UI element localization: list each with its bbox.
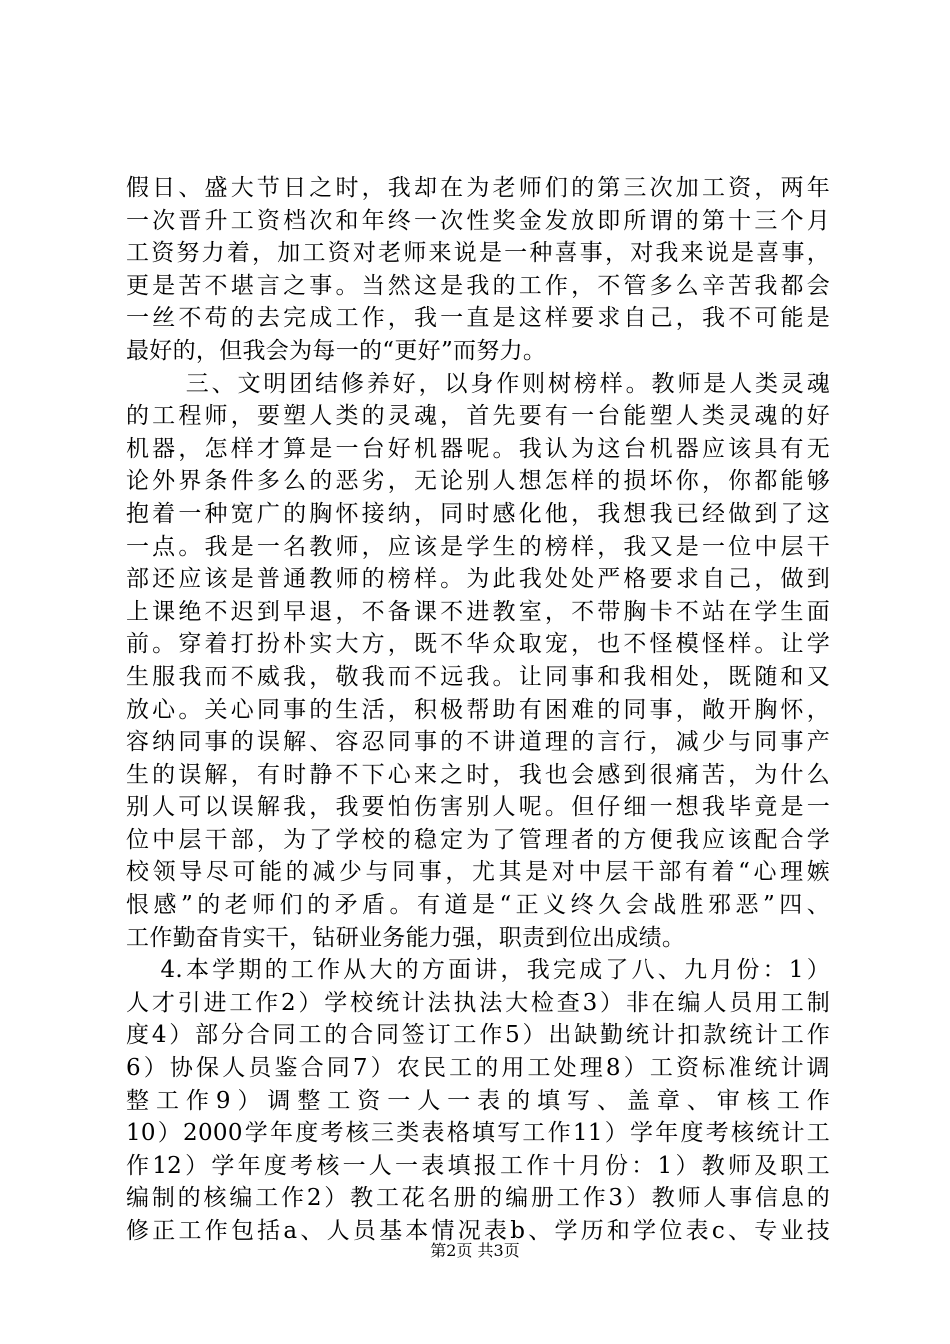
text-line: 更是苦不堪言之事。当然这是我的工作，不管多么辛苦我都会 [126,272,830,299]
text-line: 的工程师，要塑人类的灵魂，首先要有一台能塑人类灵魂的好 [126,403,830,430]
text-line: 上课绝不迟到早退，不备课不进教室，不带胸卡不站在学生面 [126,598,830,625]
text-line: 抱着一种宽广的胸怀接纳，同时感化他，我想我已经做到了这 [126,500,830,527]
text-line: 位中层干部，为了学校的稳定为了管理者的方便我应该配合学 [126,826,830,853]
text-line: 容纳同事的误解、容忍同事的不讲道理的言行，减少与同事产 [126,729,830,756]
text-line: 放心。关心同事的生活，积极帮助有困难的同事，敞开胸怀， [126,696,830,723]
text-line: 校领导尽可能的减少与同事，尤其是对中层干部有着“心理嫉 [126,859,830,886]
page-footer: 第2页 共3页 [430,1241,520,1260]
text-line: 10）2000学年度考核三类表格填写工作11）学年度考核统计工 [126,1120,830,1147]
text-line: 一次晋升工资档次和年终一次性奖金发放即所谓的第十三个月 [126,207,830,234]
body-text [126,172,830,1248]
text-line: 编制的核编工作2）教工花名册的编册工作3）教师人事信息的 [126,1185,830,1212]
text-line: 6）协保人员鉴合同7）农民工的用工处理8）工资标准统计调 [126,1055,830,1082]
text-line: 整工作9）调整工资一人一表的填写、盖章、审核工作 [126,1087,830,1114]
text-line: 别人可以误解我，我要怕伤害别人呢。但仔细一想我毕竟是一 [126,794,830,821]
text-line: 度4）部分合同工的合同签订工作5）出缺勤统计扣款统计工作 [126,1022,830,1049]
text-line: 部还应该是普通教师的榜样。为此我处处严格要求自己，做到 [126,566,830,593]
text-line: 恨感”的老师们的矛盾。有道是“正义终久会战胜邪恶”四、 [126,892,830,919]
text-line: 生的误解，有时静不下心来之时，我也会感到很痛苦，为什么 [126,761,830,788]
text-line: 作12）学年度考核一人一表填报工作十月份：1）教师及职工 [126,1152,830,1179]
text-line: 修正工作包括a、人员基本情况表b、学历和学位表c、专业技 [126,1218,830,1244]
text-line: 最好的，但我会为每一的“更好”而努力。 [126,337,547,364]
text-line: 生服我而不威我，敬我而不远我。让同事和我相处，既随和又 [126,663,830,690]
text-line: 前。穿着打扮朴实大方，既不华众取宠，也不怪模怪样。让学 [126,631,830,658]
text-line: 机器，怎样才算是一台好机器呢。我认为这台机器应该具有无 [126,435,830,462]
text-line: 假日、盛大节日之时，我却在为老师们的第三次加工资，两年 [126,175,830,201]
text-line: 人才引进工作2）学校统计法执法大检查3）非在编人员用工制 [126,989,830,1016]
text-line: 一点。我是一名教师，应该是学生的榜样，我又是一位中层干 [126,533,830,560]
text-line: 论外界条件多么的恶劣，无论别人想怎样的损坏你，你都能够 [126,468,830,495]
text-line: 三、文明团结修养好，以身作则树榜样。教师是人类灵魂 [185,370,830,397]
text-line: 工作勤奋肯实干，钻研业务能力强，职责到位出成绩。 [126,924,686,951]
text-line: 一丝不苟的去完成工作，我一直是这样要求自己，我不可能是 [126,305,830,332]
text-line: 4.本学期的工作从大的方面讲，我完成了八、九月份：1） [160,957,830,984]
text-line: 工资努力着，加工资对老师来说是一种喜事，对我来说是喜事， [126,240,830,267]
